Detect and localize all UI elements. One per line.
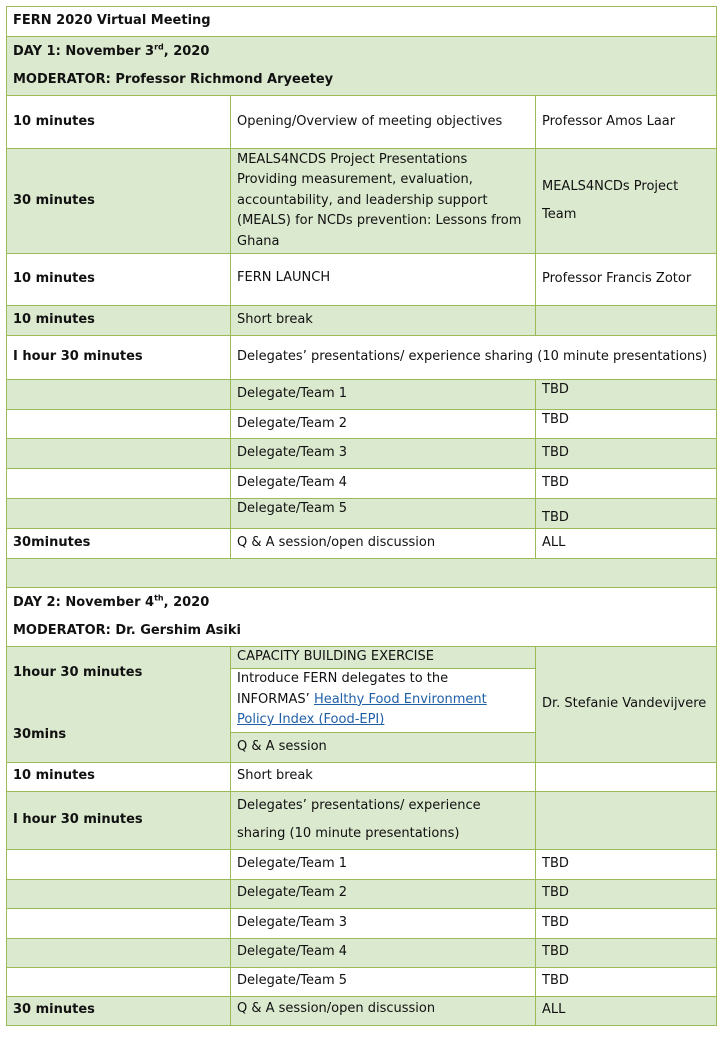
activity-cell: Short break xyxy=(231,306,536,336)
table-row xyxy=(7,380,717,410)
lead-cell: TBD xyxy=(536,469,717,499)
table-row xyxy=(7,410,717,439)
table-row xyxy=(7,149,717,254)
lead-cell: Professor Amos Laar xyxy=(536,96,717,149)
lead-cell: TBD xyxy=(536,879,717,908)
document-title: FERN 2020 Virtual Meeting xyxy=(7,7,717,37)
time-cell: 30 minutes xyxy=(7,149,231,254)
agenda-table xyxy=(6,6,717,1026)
time-cell: 30minutes xyxy=(7,529,231,559)
lead-cell: Dr. Stefanie Vandevijvere xyxy=(536,647,717,763)
delegate-cell: Delegate/Team 1 xyxy=(231,380,536,410)
table-row xyxy=(7,336,717,380)
delegate-cell: Delegate/Team 2 xyxy=(231,410,536,439)
table-row xyxy=(7,469,717,499)
activity-cell: Q & A session xyxy=(231,732,536,762)
time-cell: 10 minutes xyxy=(7,96,231,149)
activity-cell: Delegates’ presentations/ experience sharing (10 minute presentations) xyxy=(231,336,717,380)
lead-cell xyxy=(536,762,717,791)
time-cell: 30 minutes xyxy=(7,996,231,1025)
table-row xyxy=(7,879,717,908)
lead-cell: TBD xyxy=(536,908,717,938)
table-row xyxy=(7,996,717,1025)
lead-cell: TBD xyxy=(536,938,717,967)
time-cell: 10 minutes xyxy=(7,762,231,791)
activity-cell: Q & A session/open discussion xyxy=(231,996,536,1025)
title-row xyxy=(7,7,717,37)
delegate-cell: Delegate/Team 2 xyxy=(231,879,536,908)
lead-cell: MEALS4NCDs Project Team xyxy=(536,149,717,254)
activity-cell: Short break xyxy=(231,762,536,791)
table-row xyxy=(7,938,717,967)
delegate-cell: Delegate/Team 1 xyxy=(231,849,536,879)
activity-cell: Delegates’ presentations/ experience sharing (10 minute presentations) xyxy=(231,791,536,849)
day2-header-row xyxy=(7,588,717,647)
lead-cell xyxy=(536,306,717,336)
delegate-cell: Delegate/Team 3 xyxy=(231,439,536,469)
time-cell: I hour 30 minutes xyxy=(7,336,231,380)
lead-cell: TBD xyxy=(536,499,717,529)
table-row xyxy=(7,254,717,306)
table-row xyxy=(7,96,717,149)
lead-cell: TBD xyxy=(536,380,717,410)
day1-label: DAY 1: November 3rd, 2020 xyxy=(13,42,210,59)
table-row xyxy=(7,529,717,559)
activity-cell: MEALS4NCDS Project Presentations Providing measurement, evaluation, accountability, and leadership support (MEALS) for NCDs prevention: Lessons from Ghana xyxy=(231,149,536,254)
time-cell: I hour 30 minutes xyxy=(7,791,231,849)
lead-cell: TBD xyxy=(536,439,717,469)
lead-cell: ALL xyxy=(536,996,717,1025)
table-row xyxy=(7,306,717,336)
table-row xyxy=(7,791,717,849)
food-epi-link[interactable]: Healthy Food Environment xyxy=(313,691,487,707)
lead-cell: TBD xyxy=(536,410,717,439)
day2-label: DAY 2: November 4th, 2020 xyxy=(13,593,210,610)
time-cell: 1hour 30 minutes 30mins xyxy=(7,647,231,763)
activity-cell: Opening/Overview of meeting objectives xyxy=(231,96,536,149)
time-cell: 10 minutes xyxy=(7,254,231,306)
lead-cell: Professor Francis Zotor xyxy=(536,254,717,306)
delegate-cell: Delegate/Team 3 xyxy=(231,908,536,938)
day1-header-row xyxy=(7,37,717,96)
delegate-cell: Delegate/Team 4 xyxy=(231,938,536,967)
time-cell: 10 minutes xyxy=(7,306,231,336)
delegate-cell: Delegate/Team 5 xyxy=(231,967,536,996)
activity-cell: FERN LAUNCH xyxy=(231,254,536,306)
table-row xyxy=(7,967,717,996)
capacity-intro: Introduce FERN delegates to the INFORMAS’ Healthy Food Environment Policy Index (Food-EPI) xyxy=(231,668,536,732)
table-row xyxy=(7,499,717,529)
food-epi-link-continued[interactable]: Policy Index (Food-EPI) xyxy=(237,712,385,728)
lead-cell: ALL xyxy=(536,529,717,559)
capacity-heading: CAPACITY BUILDING EXERCISE xyxy=(231,647,536,669)
lead-cell: TBD xyxy=(536,849,717,879)
table-row xyxy=(7,762,717,791)
day1-moderator: MODERATOR: Professor Richmond Aryeetey xyxy=(13,72,334,87)
day2-moderator: MODERATOR: Dr. Gershim Asiki xyxy=(13,623,241,638)
spacer-row xyxy=(7,559,717,588)
delegate-cell: Delegate/Team 4 xyxy=(231,469,536,499)
table-row xyxy=(7,439,717,469)
table-row xyxy=(7,647,717,669)
lead-cell: TBD xyxy=(536,967,717,996)
table-row xyxy=(7,849,717,879)
activity-cell: Q & A session/open discussion xyxy=(231,529,536,559)
table-row xyxy=(7,908,717,938)
delegate-cell: Delegate/Team 5 xyxy=(231,499,536,529)
